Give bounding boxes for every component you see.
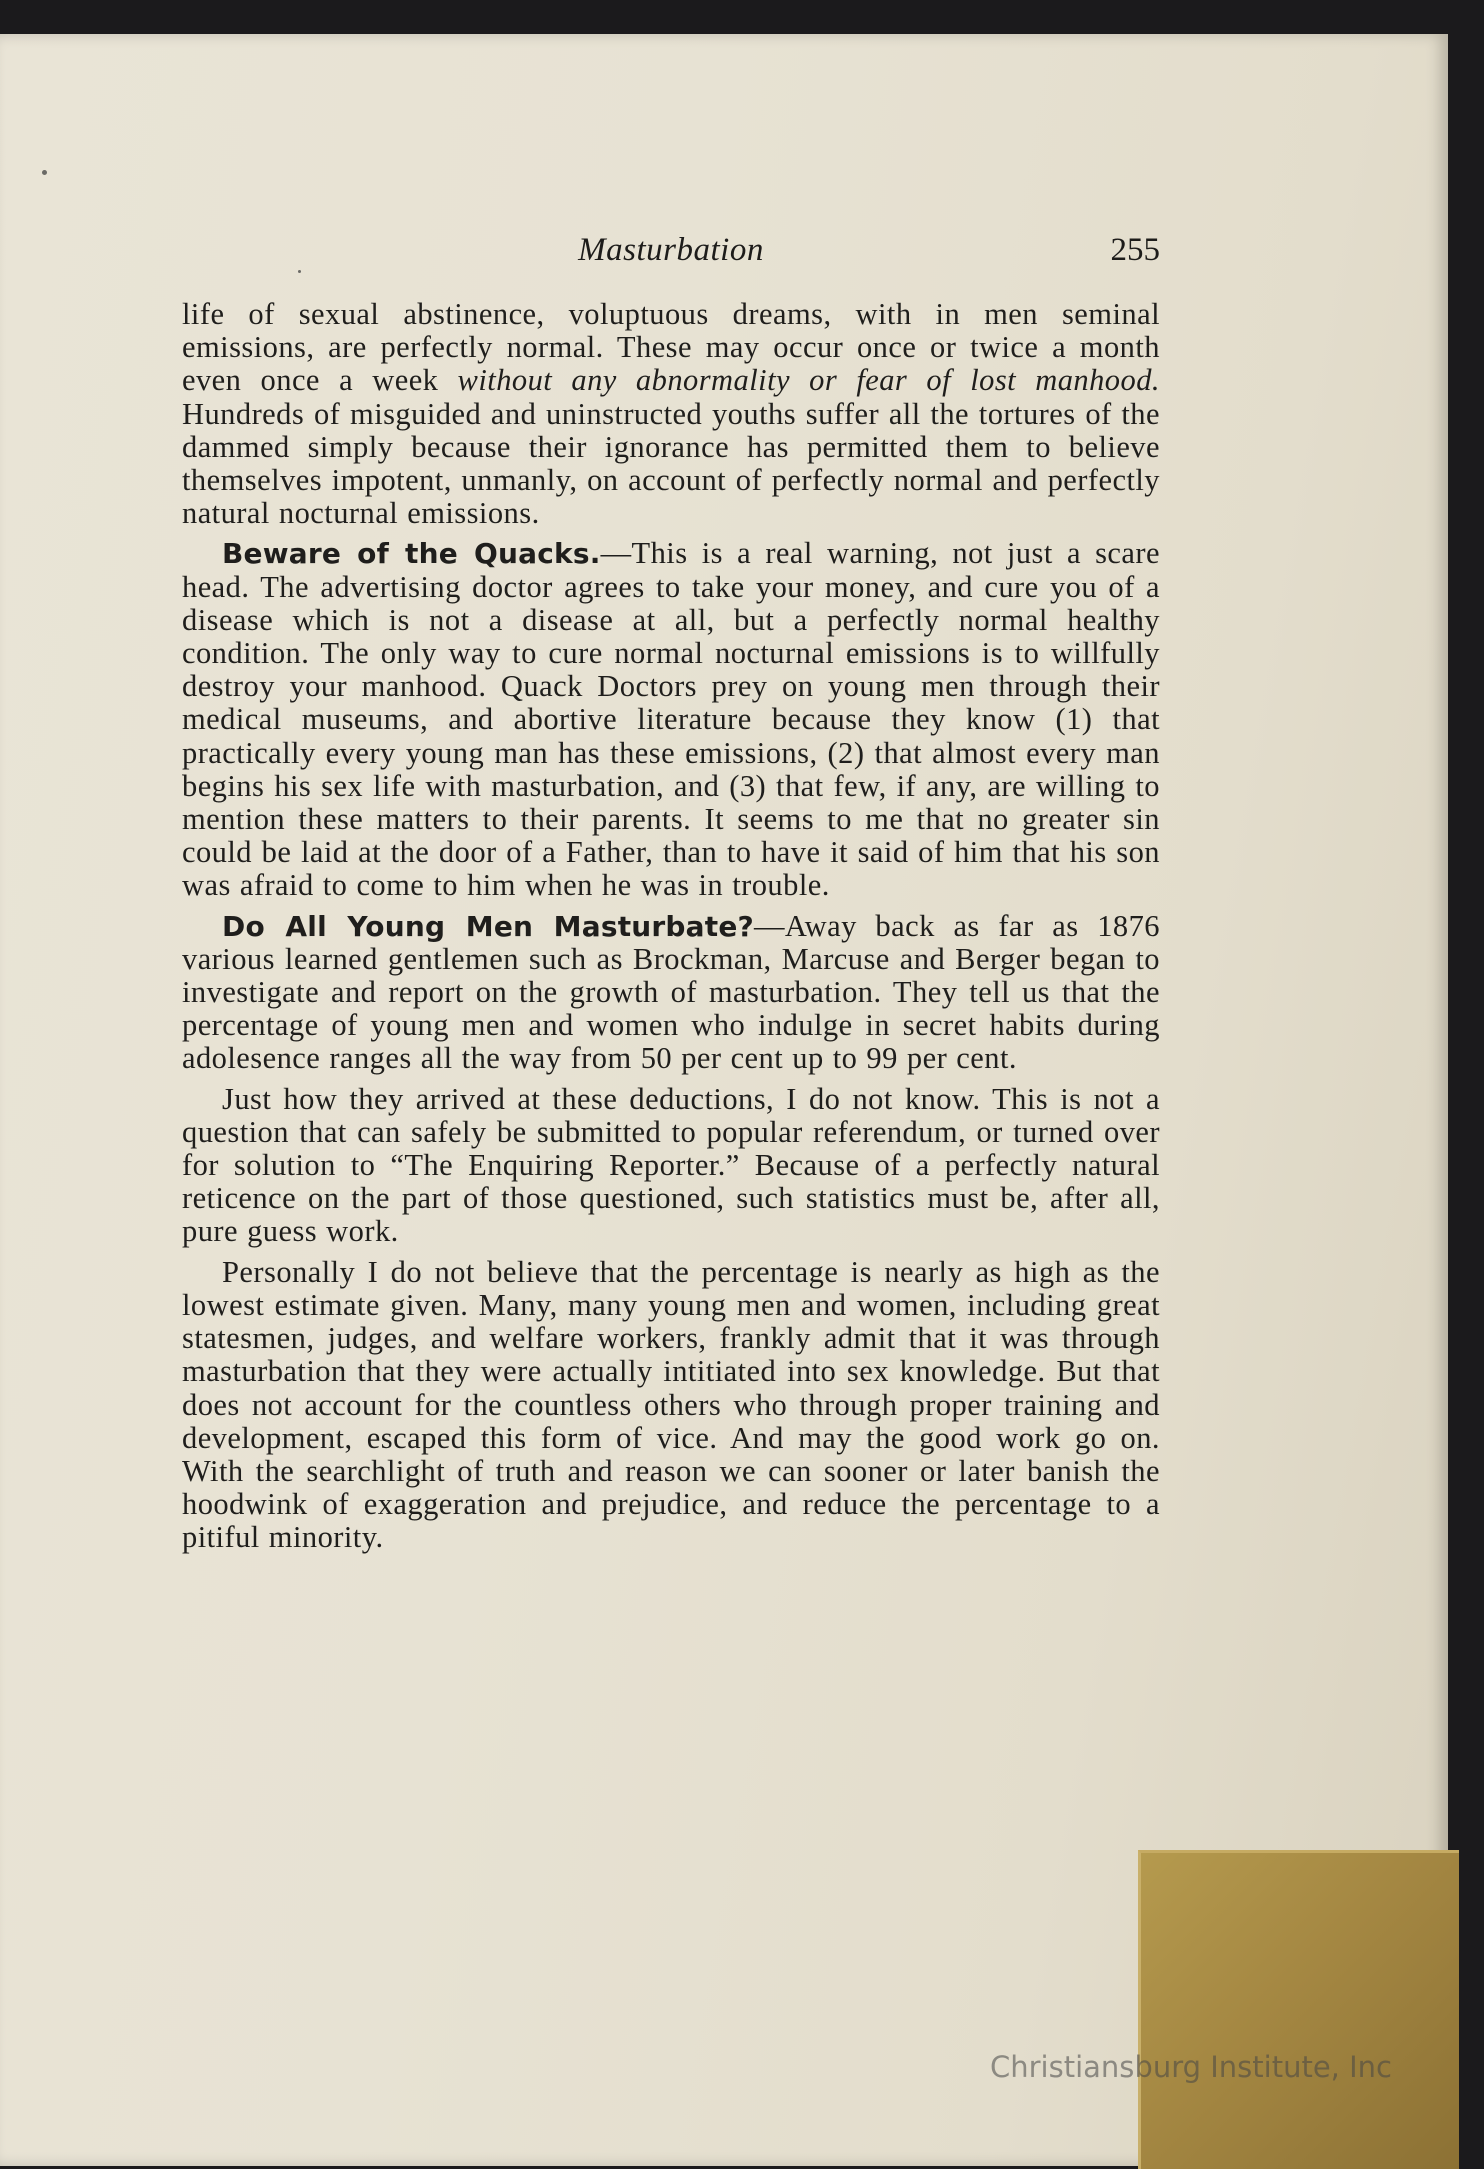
watermark: Christiansburg Institute, Inc [990,2050,1392,2084]
running-title: Masturbation [578,232,764,268]
paragraph-text: —This is a real warning, not just a scare head. The advertising doctor agrees to take your money, and cure you of a disease which is not a disease at all, but a perfectly normal healthy condition. The only way to cure normal nocturnal emissions is to willfully destroy your manhood. Quack Doctors prey on young men through their medical museums, and abortive literature because they know (1) that practically every young man has these emissions, (2) that almost every man begins his sex life with masturbation, and (3) that few, if any, are willing to mention these matters to their parents. It seems to me that no greater sin could be laid at the door of a Father, than to have it said of him that his son was afraid to come to him when he was in trouble. [182,536,1161,903]
paragraph [182,537,1160,902]
paragraph [182,1083,1160,1249]
paragraph-text: Personally I do not believe that the percentage is nearly as high as the lowest estimate given. Many, many young men and women, including great statesmen, judges, and welfare workers, frankly admit that it was through masturbation that they were actually intitiated into sex knowledge. But that does not account for the countless others who through proper training and development, escaped this form of vice. And may the good work go on. With the searchlight of truth and reason we can sooner or later banish the hoodwink of exaggeration and prejudice, and reduce the percentage to a pitiful minority. [182,1254,1160,1555]
paragraph-text: Hundreds of misguided and uninstructed youths suffer all the tortures of the dammed simply because their ignorance has permitted them to believe themselves impotent, unmanly, on account of perfectly normal and perfectly natural nocturnal emissions. [182,396,1160,531]
gold-page-tab [1138,1850,1459,2169]
page-header [182,232,1160,278]
page-number: 255 [1110,232,1160,268]
paragraph [182,1256,1160,1555]
paragraph [182,910,1160,1076]
paragraph-text: Just how they arrived at these deductions, I do not know. This is not a question that can safely be submitted to popular referendum, or turned over for solution to “The Enquiring Reporter.” Because of a perfectly natural reticence on the part of those questioned, such statistics must be, after all, pure guess work. [182,1081,1160,1249]
paragraph [182,298,1160,530]
paragraph-text: life of sexual abstinence, voluptuous dreams, with in men seminal emissions, are perfectly normal. These may occur once or twice a month even once a week [182,297,1160,398]
body-text [182,298,1160,1562]
paper-speck [42,170,47,175]
italic-text: without any abnormality or fear of lost manhood. [457,363,1160,398]
paragraph-text: —Away back as far as 1876 various learned gentlemen such as Brockman, Marcuse and Berger began to investigate and report on the growth of masturbation. They tell us that the percentage of young men and women who indulge in secret habits during adolesence ranges all the way from 50 per cent up to 99 per cent. [182,908,1161,1076]
section-heading: Beware of the Quacks. [222,537,601,571]
section-heading: Do All Young Men Masturbate? [222,909,754,943]
